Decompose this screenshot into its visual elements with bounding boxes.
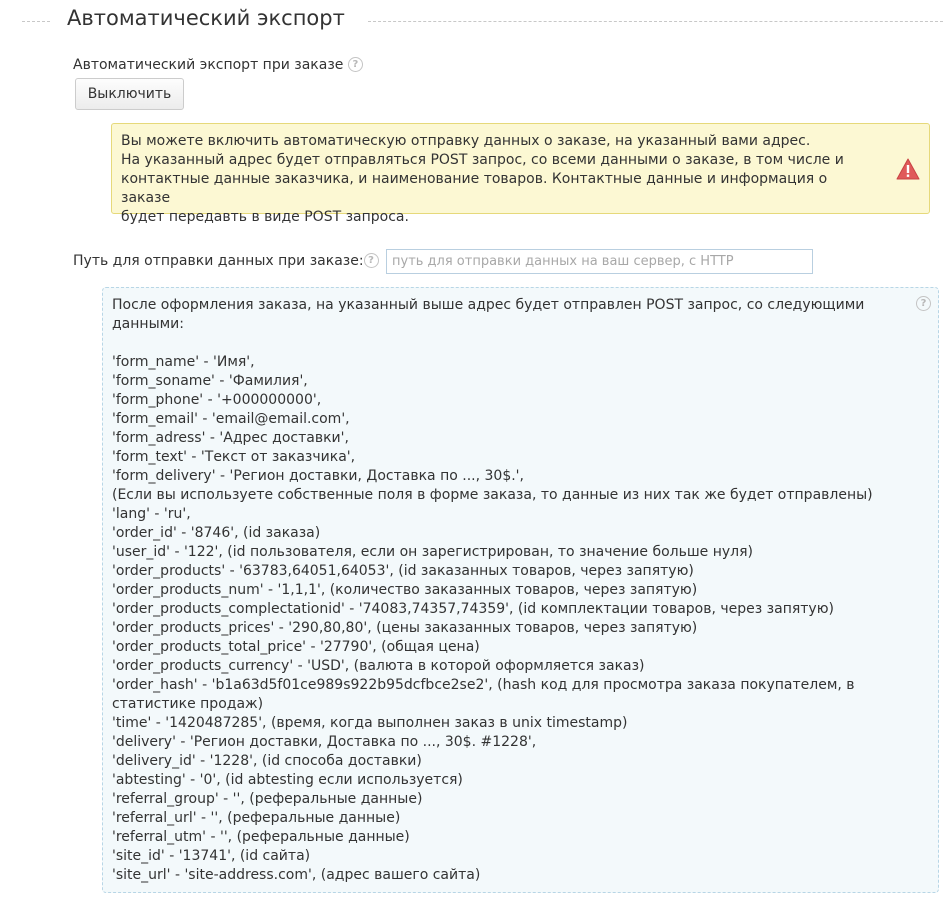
info-line: 'order_id' - '8746', (id заказа): [112, 525, 321, 541]
info-line: 'time' - '1420487285', (время, когда выполнен заказ в unix timestamp): [112, 715, 628, 731]
info-line: 'form_adress' - 'Адрес доставки',: [112, 430, 349, 446]
info-line: 'delivery_id' - '1228', (id способа доставки): [112, 753, 422, 769]
info-line: 'form_text' - 'Текст от заказчика',: [112, 449, 356, 465]
info-line: 'user_id' - '122', (id пользователя, если он зарегистрирован, то значение больше нуля): [112, 544, 753, 560]
warning-line: Вы можете включить автоматическую отправку данных о заказе, на указанный вами адрес.: [121, 133, 811, 149]
section-header: [0, 0, 951, 44]
info-line: 'abtesting' - '0', (id abtesting если используется): [112, 772, 463, 788]
info-line: 'order_products_currency' - 'USD', (валюта в которой оформляется заказ): [112, 658, 645, 674]
info-line: 'form_soname' - 'Фамилия',: [112, 373, 308, 389]
info-line: 'order_products_prices' - '290,80,80', (цены заказанных товаров, через запятую): [112, 620, 698, 636]
info-line: 'referral_utm' - '', (реферальные данные): [112, 829, 410, 845]
auto-export-field: [73, 57, 363, 73]
info-line: 'order_products_complectationid' - '74083,74357,74359', (id комплектации товаров, через запятую): [112, 601, 834, 617]
info-line: 'referral_group' - '', (реферальные данные): [112, 791, 423, 807]
info-line: статистике продаж): [112, 696, 264, 712]
info-line: 'order_products_num' - '1,1,1', (количество заказанных товаров, через запятую): [112, 582, 698, 598]
path-field: [73, 253, 379, 269]
warning-line: контактные данные заказчика, и наименование товаров. Контактные данные и информация о заказе: [121, 171, 828, 206]
info-intro: После оформления заказа, на указанный выше адрес будет отправлен POST запрос, со следующими данными:: [112, 297, 865, 332]
path-label: Путь для отправки данных при заказе:: [73, 253, 364, 269]
info-line: 'delivery' - 'Регион доставки, Доставка по ..., 30$. #1228',: [112, 734, 537, 750]
info-line: 'site_url' - 'site-address.com', (адрес вашего сайта): [112, 867, 481, 883]
disable-export-button[interactable]: Выключить: [75, 78, 184, 110]
warning-triangle-icon: [896, 158, 920, 180]
section-divider-left: [22, 21, 50, 22]
info-line: 'site_id' - '13741', (id сайта): [112, 848, 311, 864]
info-line: 'order_products' - '63783,64051,64053', (id заказанных товаров, через запятую): [112, 563, 694, 579]
auto-export-label: Автоматический экспорт при заказе: [73, 57, 344, 73]
info-line: 'lang' - 'ru',: [112, 506, 191, 522]
warning-line: будет передавть в виде POST запроса.: [121, 209, 409, 225]
section-divider-right: [368, 21, 943, 22]
info-line: 'form_phone' - '+000000000',: [112, 392, 322, 408]
question-mark-icon[interactable]: ?: [348, 57, 363, 72]
warning-line: На указанный адрес будет отправляться POST запрос, со всеми данными о заказе, в том числе и: [121, 152, 844, 168]
warning-notice: [111, 123, 930, 225]
info-line: (Если вы используете собственные поля в форме заказа, то данные из них так же будет отправлены): [112, 487, 873, 503]
info-line: 'form_email' - 'email@email.com',: [112, 411, 350, 427]
question-mark-icon[interactable]: ?: [916, 296, 931, 311]
post-data-info: [102, 287, 939, 893]
question-mark-icon[interactable]: ?: [364, 253, 379, 268]
section-title: Автоматический экспорт: [67, 6, 345, 30]
info-line: 'form_name' - 'Имя',: [112, 354, 255, 370]
path-input[interactable]: [386, 249, 813, 274]
info-line: 'order_products_total_price' - '27790', (общая цена): [112, 639, 480, 655]
info-line: 'referral_url' - '', (реферальные данные): [112, 810, 401, 826]
info-line: 'order_hash' - 'b1a63d5f01ce989s922b95dcfbce2se2', (hash код для просмотра заказа покупателем, в: [112, 677, 855, 693]
info-line: 'form_delivery' - 'Регион доставки, Доставка по ..., 30$.',: [112, 468, 524, 484]
